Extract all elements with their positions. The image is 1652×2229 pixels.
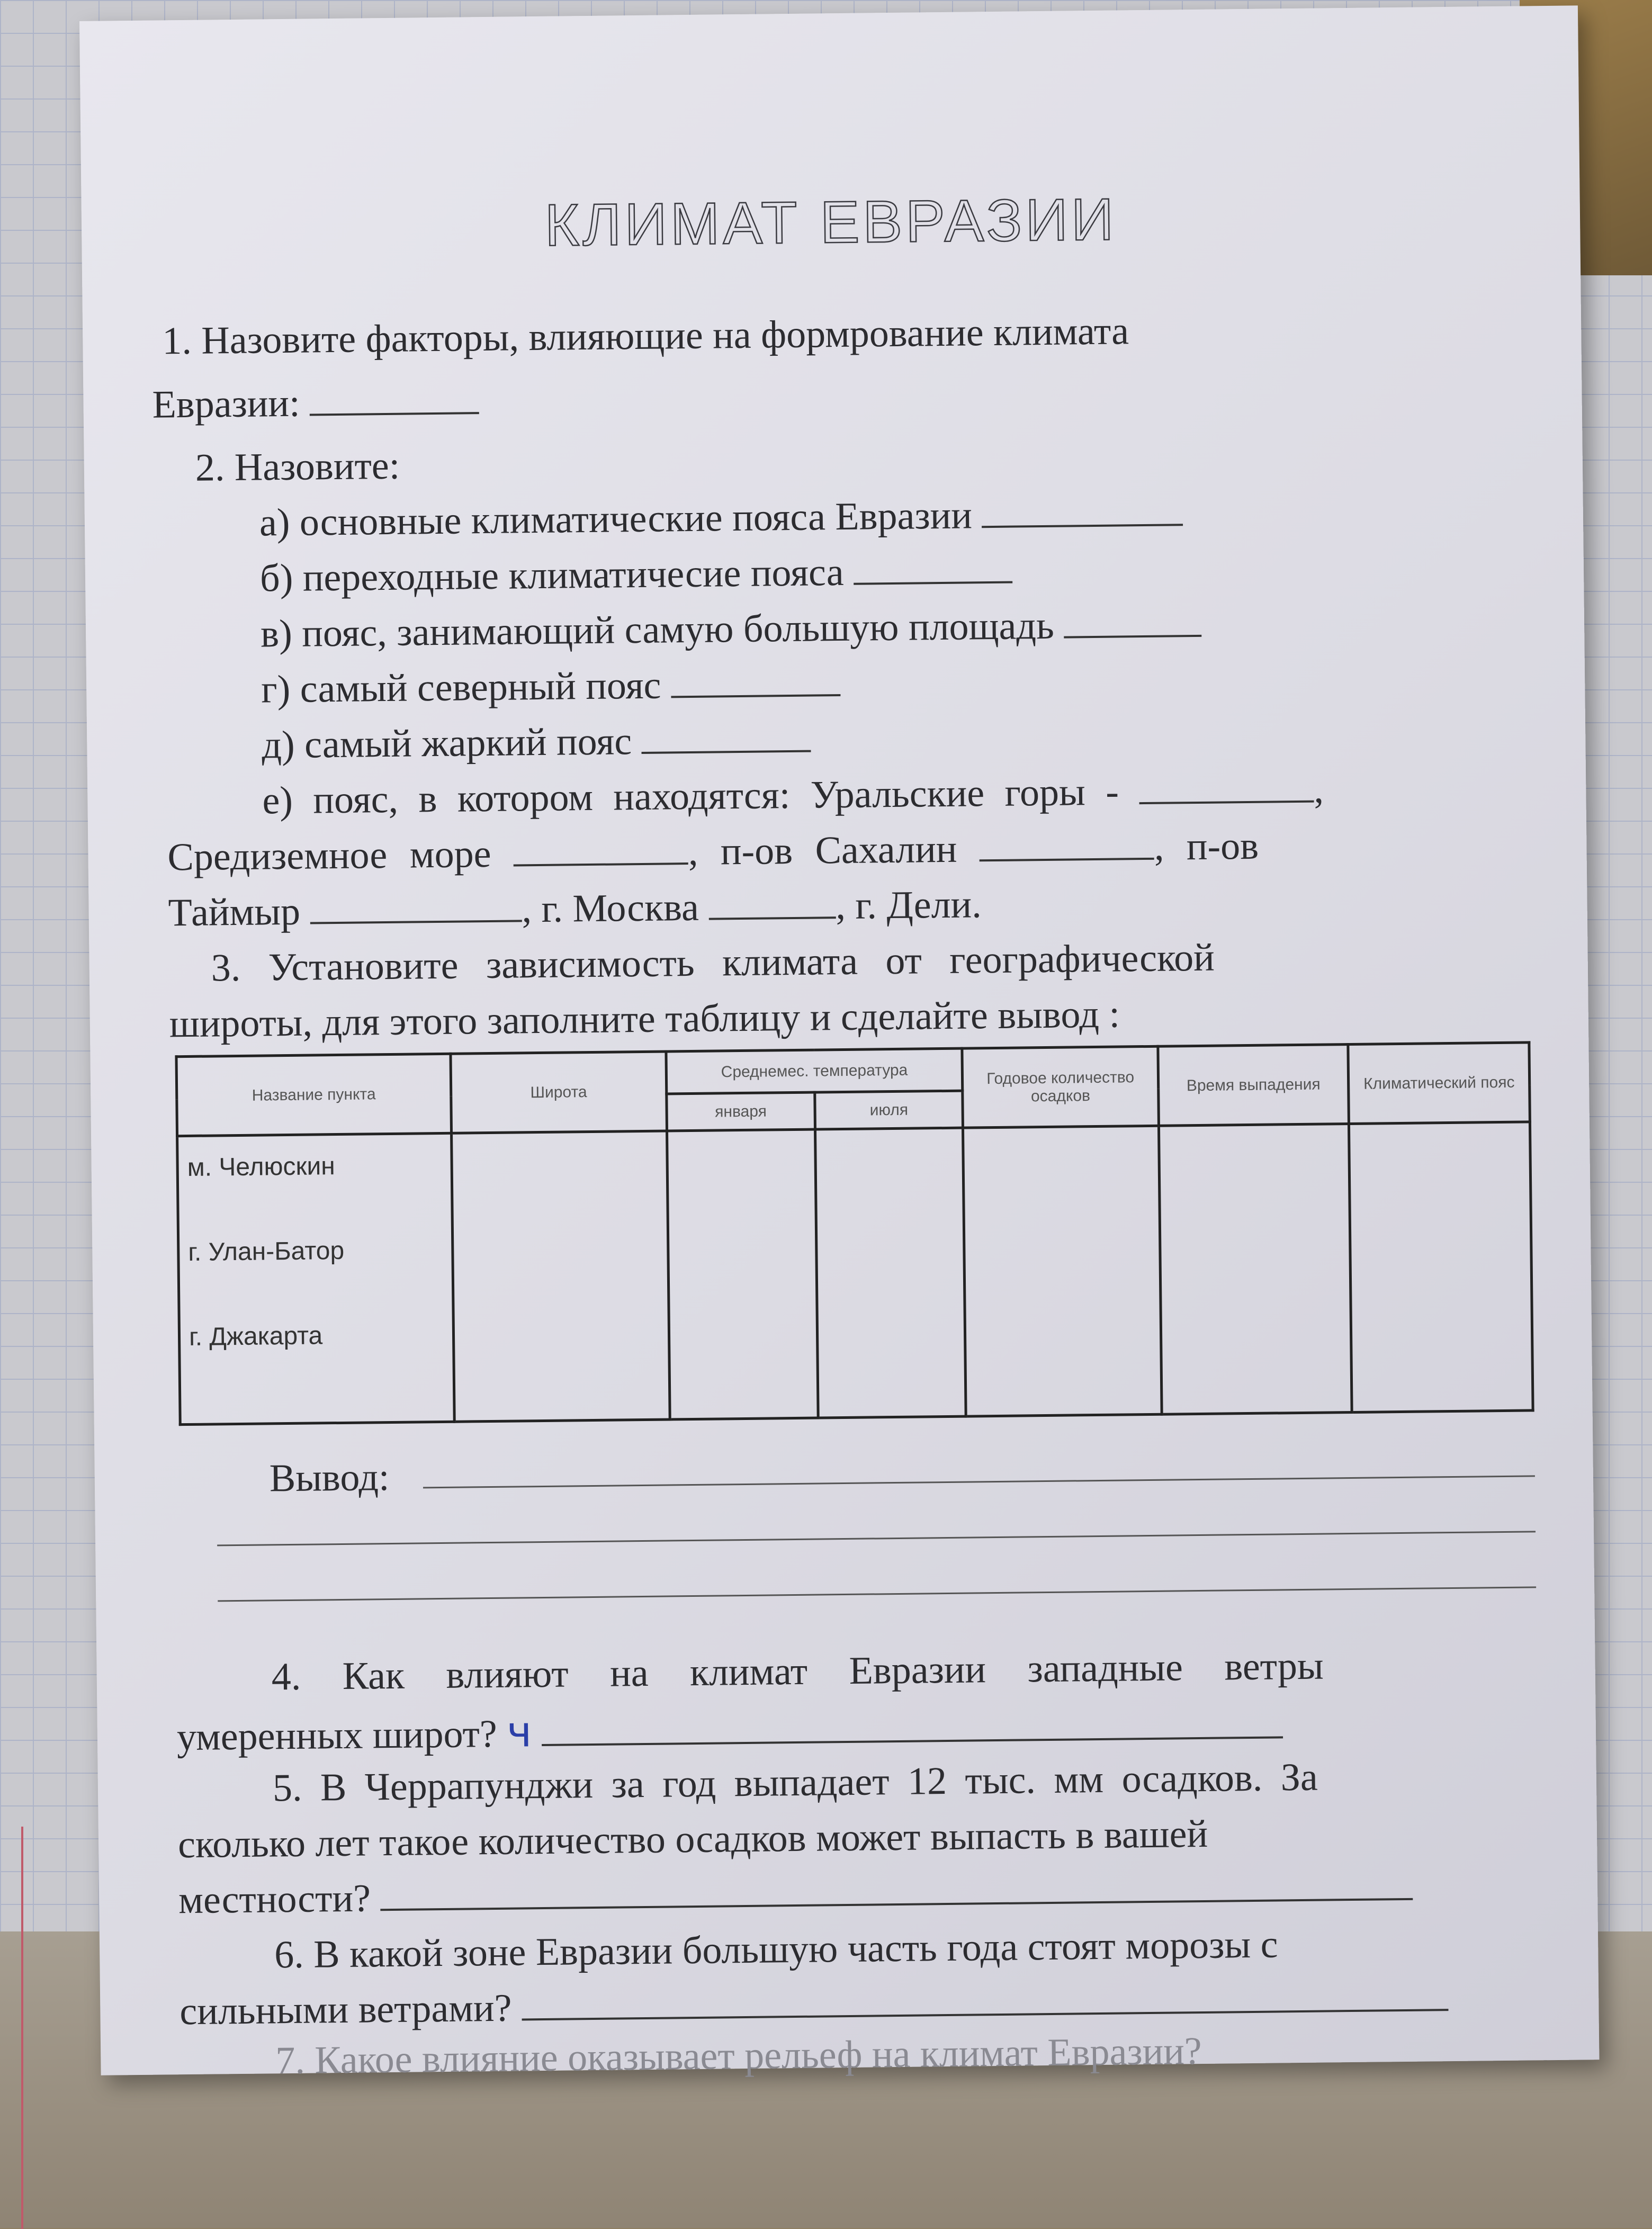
worksheet-title: КЛИМАТ ЕВРАЗИИ <box>544 186 1118 258</box>
header-precipitation: Годовое количество осадков <box>962 1046 1159 1128</box>
answer-blank[interactable] <box>522 2007 1448 2020</box>
header-belt: Климатический пояс <box>1348 1042 1530 1124</box>
question-5-line-1: 5. В Черрапунджи за год выпадает 12 тыс. мм осадков. За <box>272 1755 1318 1810</box>
time-cell[interactable] <box>1159 1124 1352 1415</box>
question-5-line-2: сколько лет такое количество осадков может выпасть в вашей <box>177 1812 1208 1867</box>
answer-blank[interactable] <box>381 1896 1413 1911</box>
answer-blank[interactable] <box>982 522 1183 528</box>
answer-blank[interactable] <box>671 692 840 698</box>
answer-blank[interactable] <box>1139 798 1314 804</box>
question-4-line-2: умеренных широт? ч <box>176 1697 1283 1762</box>
latitude-cell[interactable] <box>451 1131 670 1422</box>
worksheet-page <box>79 5 1599 2083</box>
question-2e-line-2: Средиземное море , п-ов Сахалин , п-ов <box>167 824 1259 879</box>
question-2v: в) пояс, занимающий самую большую площадь <box>261 600 1202 659</box>
question-7-line-1: 7. Какое влияние оказывает рельеф на климат Евразии? <box>275 2029 1202 2083</box>
header-name: Название пункта <box>176 1054 451 1136</box>
precipitation-cell[interactable] <box>963 1126 1162 1416</box>
conclusion-line[interactable] <box>218 1586 1536 1602</box>
answer-blank[interactable] <box>854 579 1012 585</box>
header-july: июля <box>815 1091 963 1129</box>
answer-blank[interactable] <box>642 748 811 754</box>
question-2e-line-3: Таймыр , г. Москва , г. Дели. <box>168 883 982 935</box>
notebook-margin-line <box>21 1827 23 2229</box>
conclusion-label: Вывод: <box>269 1455 390 1500</box>
belt-cell[interactable] <box>1349 1122 1533 1413</box>
question-3-line-2: широты, для этого заполните таблицу и сделайте вывод : <box>169 992 1120 1046</box>
header-avg-temp: Среднемес. температура <box>666 1048 963 1094</box>
climate-table <box>175 1041 1534 1426</box>
question-2-heading: 2. Назовите: <box>195 444 400 490</box>
question-6-line-1: 6. В какой зоне Евразии большую часть года стоят морозы с <box>274 1922 1278 1977</box>
question-4-line-1: 4. Как влияют на климат Евразии западные ветры <box>271 1644 1324 1699</box>
question-1-line-2: Евразии: <box>152 377 479 429</box>
question-2d: д) самый жаркий пояс <box>262 715 811 770</box>
answer-blank[interactable] <box>709 914 836 920</box>
place-name: г. Джакарта <box>188 1322 323 1351</box>
question-1-line-1: 1. Назовите факторы, влияющие на формрование климата <box>161 309 1129 363</box>
header-time: Время выпадения <box>1158 1045 1349 1126</box>
question-2e-line-1: е) пояс, в котором находятся: Уральские горы - , <box>262 768 1324 823</box>
question-6-line-2: сильными ветрами? <box>179 1974 1448 2036</box>
answer-blank[interactable] <box>542 1734 1283 1746</box>
question-3-line-1: 3. Установите зависимость климата от географической <box>211 936 1215 990</box>
july-cell[interactable] <box>815 1128 966 1418</box>
conclusion-line[interactable] <box>423 1475 1535 1488</box>
answer-blank[interactable] <box>1064 633 1201 639</box>
place-name: г. Улан-Батор <box>188 1236 345 1266</box>
answer-blank[interactable] <box>514 860 688 866</box>
header-latitude: Широта <box>451 1051 667 1133</box>
question-2b: б) переходные климатичесие пояса <box>260 546 1013 603</box>
place-name: м. Челюскин <box>187 1152 336 1182</box>
question-5-line-3: местности? <box>178 1863 1413 1925</box>
place-names-cell <box>177 1133 455 1424</box>
conclusion-line[interactable] <box>217 1531 1536 1546</box>
question-2g: г) самый северный пояс <box>261 659 841 714</box>
answer-blank[interactable] <box>980 856 1154 861</box>
question-2a: а) основные климатические пояса Евразии <box>259 489 1183 547</box>
answer-blank[interactable] <box>310 410 479 416</box>
answer-blank[interactable] <box>310 918 522 924</box>
header-january: января <box>667 1092 815 1131</box>
handwritten-answer: ч <box>506 1707 532 1757</box>
january-cell[interactable] <box>667 1129 818 1419</box>
